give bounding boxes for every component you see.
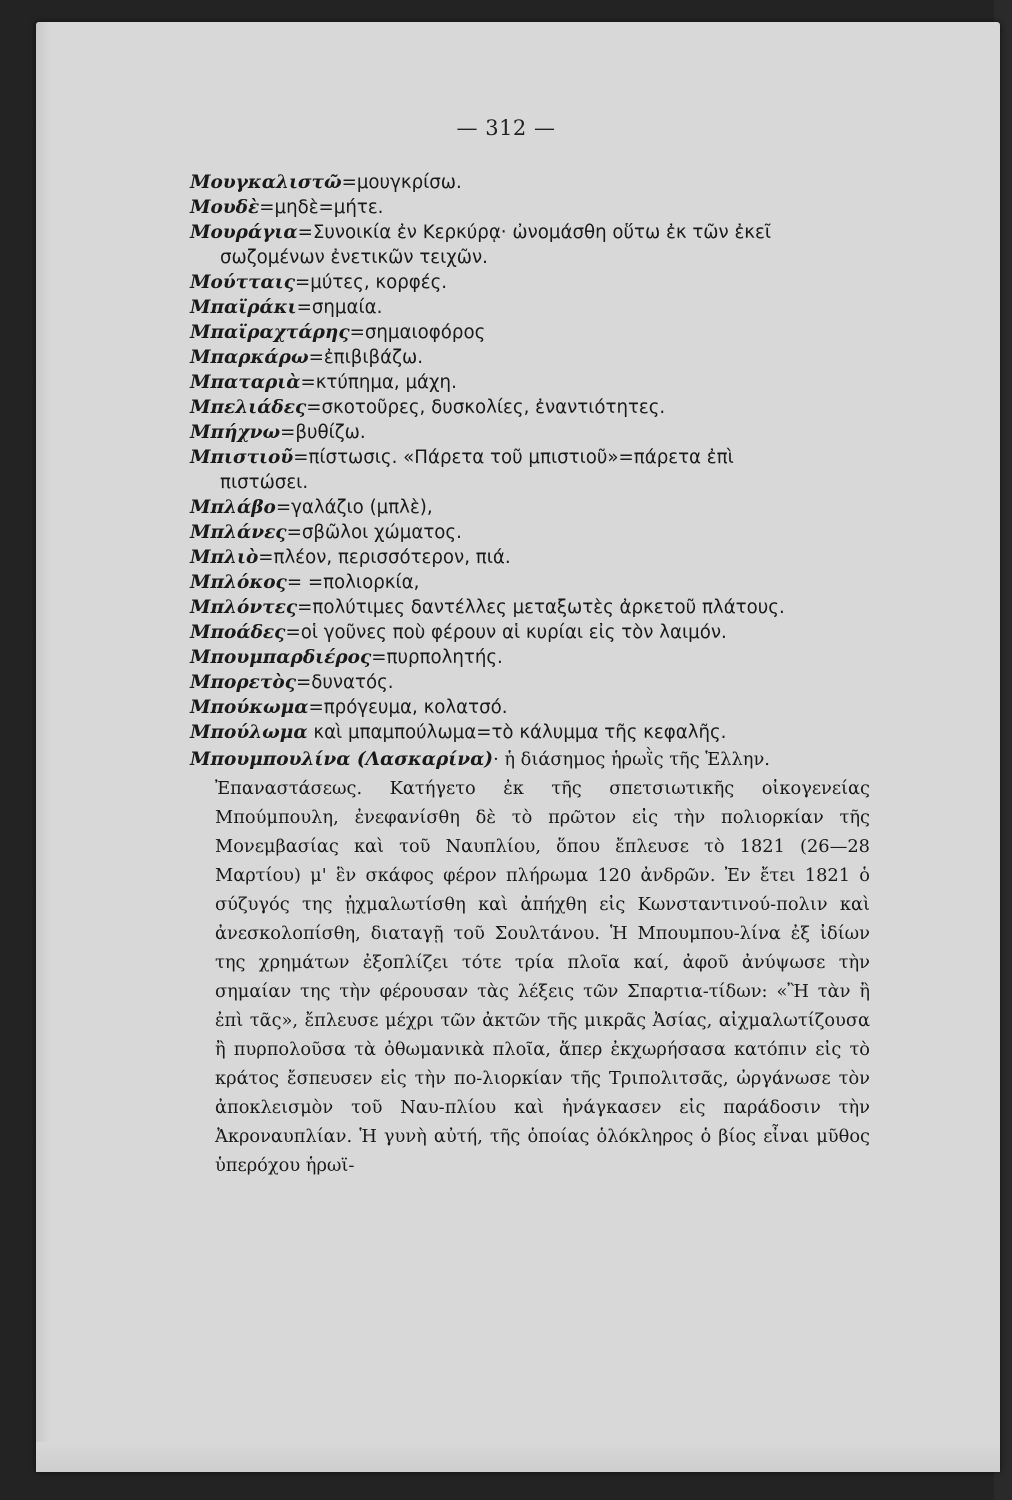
entry-definition: πολιορκία, (323, 572, 420, 593)
entry-definition: δυνατός. (311, 672, 394, 693)
entry-definition: οἱ γοῦνες ποὺ φέρουν αἱ κυρίαι εἰς τὸν λαιμόν. (300, 622, 727, 643)
entry-separator: = (306, 397, 322, 418)
entry-separator: = (295, 272, 311, 293)
entry-definition: σημαιοφόρος (364, 322, 486, 343)
entry-definition: σβῶλοι χώματος. (301, 522, 462, 543)
entry-term: Μπλάνες (190, 522, 287, 543)
entry-definition: μηδὲ=μήτε. (274, 197, 384, 218)
page-text (190, 170, 870, 1180)
glossary-entry (190, 620, 870, 645)
entry-term: Μουράγια (190, 222, 298, 243)
entry-separator: = (371, 647, 387, 668)
final-entry-body: Ἐπαναστάσεως. Κατήγετο ἐκ τῆς σπετσιωτικῆς οἰκογενείας Μπούμπουλη, ἐνεφανίσθη δὲ τὸ πρῶτον εἰς τὴν πολιορκίαν τῆς Μονεμβασίας καὶ τοῦ Ναυπλίου, ὅπου ἔπλευσε τὸ 1821 (26—28 Μαρτίου) μ' ἓν σκάφος φέρον πλήρωμα 120 ἀνδρῶν. Ἐν ἔτει 1821 ὁ σύζυγός της ᾐχμαλωτίσθη καὶ ἀπήχθη εἰς Κωνσταντινού-πολιν καὶ ἀνεσκολοπίσθη, διαταγῇ τοῦ Σουλτάνου. Ἡ Μπουμπου-λίνα ἐξ ἰδίων της χρημάτων ἐξοπλίζει τότε τρία πλοῖα καί, ἀφοῦ ἀνύψωσε τὴν σημαίαν της τὴν φέρουσαν τὰς λέξεις τῶν Σπαρτια-τίδων: «Ἢ τὰν ἢ ἐπὶ τᾶς», ἔπλευσε μέχρι τῶν ἀκτῶν τῆς μικρᾶς Ἀσίας, αἰχμαλωτίζουσα ἢ πυρπολοῦσα τὰ ὀθωμανικὰ πλοῖα, ἅπερ ἐκχωρήσασα κατόπιν εἰς τὸ κράτος ἔσπευσεν εἰς τὴν πο-λιορκίαν τῆς Τριπολιτσᾶς, ὠργάνωσε τὸν ἀποκλεισμὸν τοῦ Ναυ-πλίου καὶ ἠνάγκασεν εἰς παράδοσιν τὴν Ἀκροναυπλίαν. Ἡ γυνὴ αὐτή, τῆς ὁποίας ὁλόκληρος ὁ βίος εἶναι μῦθος ὑπερόχου ἡρωϊ- (215, 778, 870, 1176)
glossary-entry (190, 170, 870, 195)
entry-term: Μπούκωμα (190, 697, 309, 718)
entry-separator: = (297, 597, 313, 618)
glossary-entry (190, 670, 870, 695)
entry-term: Μπαταριὰ (190, 372, 301, 393)
entry-definition: πυρπολητής. (386, 647, 503, 668)
entry-definition: σημαία. (311, 297, 383, 318)
entry-term: Μπαϊράκι (190, 297, 297, 318)
entry-term: Μπαϊραχτάρης (190, 322, 350, 343)
glossary-entry (190, 570, 870, 595)
entry-separator: = (297, 222, 313, 243)
glossary-entry (190, 445, 870, 495)
entry-separator: = (300, 372, 316, 393)
entry-term: Μπορετὸς (190, 672, 296, 693)
entry-definition: σκοτοῦρες, δυσκολίες, ἐναντιότητες. (321, 397, 666, 418)
glossary-entry (190, 270, 870, 295)
entry-term: Μπλάβο (190, 497, 276, 518)
entry-continuation: πιστώσει. (220, 472, 309, 493)
glossary-entry (190, 645, 870, 670)
glossary-entry (190, 520, 870, 545)
page-edge (36, 22, 50, 1472)
entry-definition: κτύπημα, μάχη. (315, 372, 457, 393)
entry-term: Μπιστιοῦ (190, 447, 294, 468)
entry-term: Μπαρκάρω (190, 347, 309, 368)
entry-separator: = (295, 672, 312, 693)
entry-term: Μουγκαλιστῶ (190, 172, 342, 193)
entry-term: Μούτταις (190, 272, 296, 293)
glossary-entries (190, 170, 870, 745)
entry-separator: = (259, 197, 275, 218)
glossary-entry (190, 720, 870, 745)
entry-term: Μποάδες (190, 622, 286, 643)
entry-definition: πίστωσις. «Πάρετα τοῦ μπιστιοῦ»=πάρετα ἐπὶ (308, 447, 734, 468)
entry-definition: ἐπιβιβάζω. (323, 347, 424, 368)
page-number: — 312 — (456, 116, 556, 140)
glossary-entry-bouboulina (190, 745, 870, 1180)
glossary-entry (190, 395, 870, 420)
entry-definition: γαλάζιο (μπλὲ), (291, 497, 433, 518)
entry-separator: = (258, 547, 274, 568)
entry-term: Μπλιὸ (190, 547, 259, 568)
final-entry-term: Μπουμπουλίνα (Λασκαρίνα) (190, 749, 494, 770)
glossary-entry (190, 595, 870, 620)
entry-separator: = (280, 422, 296, 443)
entry-separator: = (308, 697, 324, 718)
glossary-entry (190, 320, 870, 345)
entry-term: Μπούλωμα (190, 722, 308, 743)
entry-separator: = (308, 347, 324, 368)
entry-term: Μπλόντες (190, 597, 298, 618)
entry-definition: Συνοικία ἐν Κερκύρᾳ· ὠνομάσθη οὕτω ἐκ τῶν ἐκεῖ (312, 222, 772, 243)
entry-term: Μουδὲ (190, 197, 260, 218)
entry-separator: καὶ (307, 722, 348, 743)
glossary-entry (190, 295, 870, 320)
entry-separator: = (293, 447, 309, 468)
entry-definition: βυθίζω. (295, 422, 366, 443)
entry-separator: = (296, 297, 312, 318)
glossary-entry (190, 420, 870, 445)
entry-term: Μπλόκος (190, 572, 287, 593)
glossary-entry (190, 345, 870, 370)
final-entry-intro: · ἡ διάσημος ἡρωῒς τῆς Ἑλλην. (493, 749, 770, 770)
entry-separator: = (285, 622, 301, 643)
final-entry-first-line (190, 745, 870, 774)
entry-separator: = (286, 522, 302, 543)
glossary-entry (190, 495, 870, 520)
entry-separator: = (349, 322, 365, 343)
glossary-entry (190, 370, 870, 395)
entry-separator: = (341, 172, 357, 193)
glossary-entry (190, 220, 870, 270)
glossary-entry (190, 545, 870, 570)
glossary-entry (190, 695, 870, 720)
entry-definition: μουγκρίσω. (356, 172, 462, 193)
entry-term: Μπήχνω (190, 422, 281, 443)
entry-separator: = (275, 497, 292, 518)
page-bottom-edge (36, 1442, 1000, 1472)
entry-definition: πολύτιμες δαντέλλες μεταξωτὲς ἀρκετοῦ πλάτους. (312, 597, 785, 618)
entry-definition: μύτες, κορφές. (310, 272, 448, 293)
entry-term: Μπελιάδες (190, 397, 307, 418)
entry-separator: = = (286, 572, 324, 593)
glossary-entry (190, 195, 870, 220)
entry-definition: μπαμπούλωμα=τὸ κάλυμμα τῆς κεφαλῆς. (348, 722, 727, 743)
entry-definition: πλέον, περισσότερον, πιά. (273, 547, 511, 568)
entry-continuation: σωζομένων ἐνετικῶν τειχῶν. (220, 247, 488, 268)
entry-term: Μπουμπαρδιέρος (190, 647, 372, 668)
entry-definition: πρόγευμα, κολατσό. (323, 697, 508, 718)
